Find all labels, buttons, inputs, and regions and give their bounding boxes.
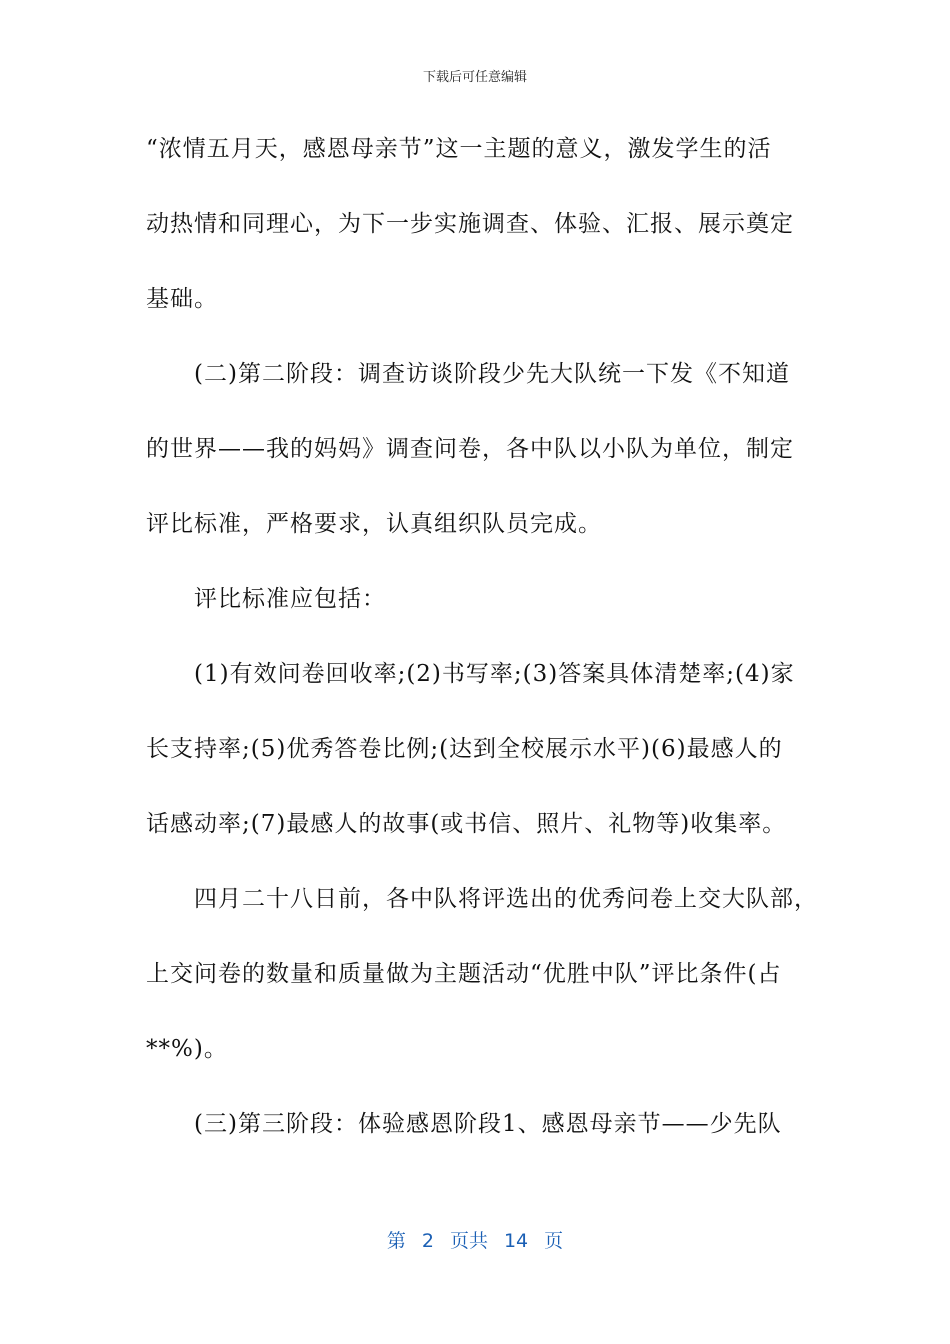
text-line: 上交问卷的数量和质量做为主题活动“优胜中队”评比条件(占 (146, 961, 782, 987)
footer-suffix: 页 (544, 1230, 564, 1252)
text-line: (二)第二阶段：调查访谈阶段少先大队统一下发《不知道 (194, 361, 790, 387)
text-line: 的世界——我的妈妈》调查问卷，各中队以小队为单位，制定 (146, 436, 794, 462)
text-line: “浓情五月天，感恩母亲节”这一主题的意义，激发学生的活 (146, 136, 772, 162)
text-line: (三)第三阶段：体验感恩阶段1、感恩母亲节——少先队 (194, 1111, 782, 1137)
text-line: 话感动率;(7)最感人的故事(或书信、照片、礼物等)收集率。 (146, 811, 787, 837)
text-line: 基础。 (146, 286, 218, 312)
page-footer (0, 1226, 950, 1253)
footer-page-number: 2 (421, 1230, 434, 1252)
text-line: (1)有效问卷回收率;(2)书写率;(3)答案具体清楚率;(4)家 (194, 661, 795, 687)
text-line: **%)。 (146, 1036, 228, 1062)
text-line: 评比标准应包括： (194, 586, 386, 612)
page-header: 下载后可任意编辑 (422, 70, 527, 85)
text-line: 四月二十八日前，各中队将评选出的优秀问卷上交大队部， (194, 886, 818, 912)
text-line: 长支持率;(5)优秀答卷比例;(达到全校展示水平)(6)最感人的 (146, 736, 783, 762)
text-line: 动热情和同理心，为下一步实施调查、体验、汇报、展示奠定 (146, 211, 794, 237)
footer-middle: 页共 (449, 1230, 488, 1252)
footer-prefix: 第 (386, 1230, 406, 1252)
footer-total-pages: 14 (503, 1230, 529, 1252)
text-line: 评比标准，严格要求，认真组织队员完成。 (146, 511, 602, 537)
